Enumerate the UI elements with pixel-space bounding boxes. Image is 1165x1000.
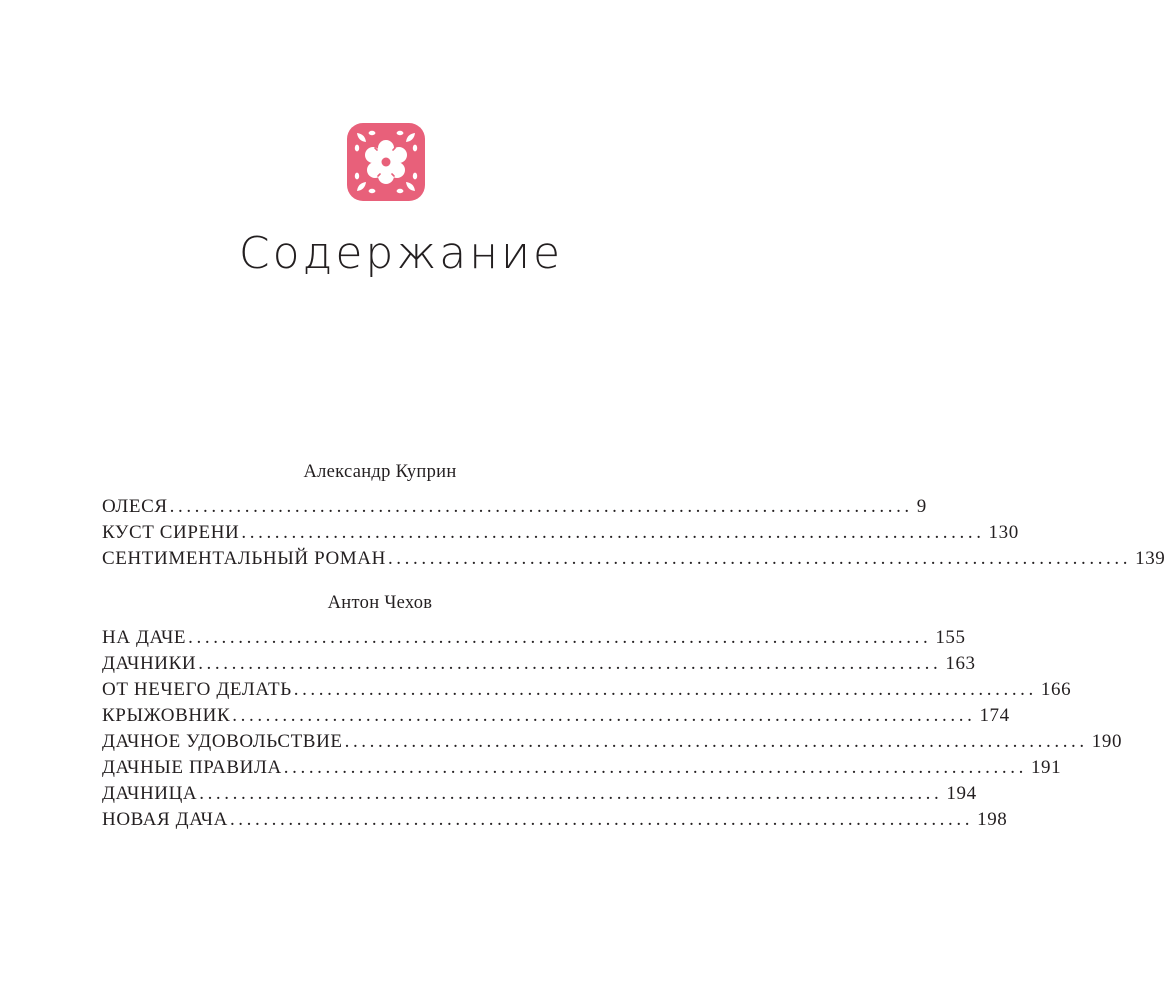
- dot-leader: .........................................................................................: [169, 496, 913, 517]
- entry-page: 190: [1091, 731, 1123, 752]
- entry-title: ДАЧНОЕ УДОВОЛЬСТВИЕ: [102, 731, 343, 752]
- entry-page: 194: [946, 783, 977, 804]
- entry-page: 139: [1135, 548, 1165, 569]
- entry-page: 9: [916, 496, 927, 517]
- entry-page: 130: [988, 522, 1019, 543]
- dot-leader: .........................................................................................: [199, 783, 943, 804]
- flower-ornament-svg: [347, 123, 425, 201]
- entry-title: ОЛЕСЯ: [102, 496, 168, 517]
- toc-entry[interactable]: [102, 807, 1008, 833]
- entry-page: 174: [979, 705, 1010, 726]
- dot-leader: .........................................................................................: [229, 809, 974, 830]
- toc-entry[interactable]: [102, 729, 1123, 755]
- dot-leader: .........................................................................................: [293, 679, 1037, 700]
- entry-page: 163: [945, 653, 976, 674]
- section-author: Антон Чехов: [327, 593, 433, 613]
- toc-entry[interactable]: [102, 677, 1072, 703]
- toc-entry[interactable]: [102, 546, 1165, 572]
- entry-title: КРЫЖОВНИК: [102, 705, 231, 726]
- entry-title: ДАЧНИКИ: [102, 653, 197, 674]
- toc-entry[interactable]: [102, 651, 976, 677]
- toc-entry[interactable]: [102, 703, 1010, 729]
- dot-leader: .........................................................................................: [241, 522, 985, 543]
- toc-entry[interactable]: [102, 625, 966, 651]
- entry-title: НА ДАЧЕ: [102, 627, 187, 648]
- page-title: Содержание: [238, 228, 564, 279]
- entry-title: ДАЧНИЦА: [102, 783, 198, 804]
- entry-title: ДАЧНЫЕ ПРАВИЛА: [102, 757, 282, 778]
- table-of-contents: [102, 458, 1165, 833]
- entry-page: 191: [1030, 757, 1062, 778]
- toc-entry[interactable]: [102, 781, 977, 807]
- dot-leader: .........................................................................................: [344, 731, 1088, 752]
- dot-leader: .........................................................................................: [232, 705, 976, 726]
- dot-leader: .........................................................................................: [198, 653, 942, 674]
- entry-title: КУСТ СИРЕНИ: [102, 522, 240, 543]
- dot-leader: .........................................................................................: [387, 548, 1132, 569]
- entry-title: СЕНТИМЕНТАЛЬНЫЙ РОМАН: [102, 548, 386, 569]
- toc-section-chekhov: [102, 589, 1123, 833]
- entry-page: 198: [977, 809, 1008, 830]
- entry-title: ОТ НЕЧЕГО ДЕЛАТЬ: [102, 679, 292, 700]
- entry-title: НОВАЯ ДАЧА: [102, 809, 228, 830]
- toc-section-kuprin: [102, 458, 1165, 572]
- entry-page: 155: [935, 627, 966, 648]
- toc-entry[interactable]: [102, 755, 1062, 781]
- flower-center: [382, 158, 391, 167]
- flower-ornament-icon: [347, 123, 425, 201]
- section-author: Александр Куприн: [303, 462, 457, 482]
- entry-page: 166: [1040, 679, 1072, 700]
- toc-entry[interactable]: [102, 520, 1019, 546]
- dot-leader: .........................................................................................: [188, 627, 932, 648]
- dot-leader: .........................................................................................: [283, 757, 1027, 778]
- toc-entry[interactable]: [102, 494, 927, 520]
